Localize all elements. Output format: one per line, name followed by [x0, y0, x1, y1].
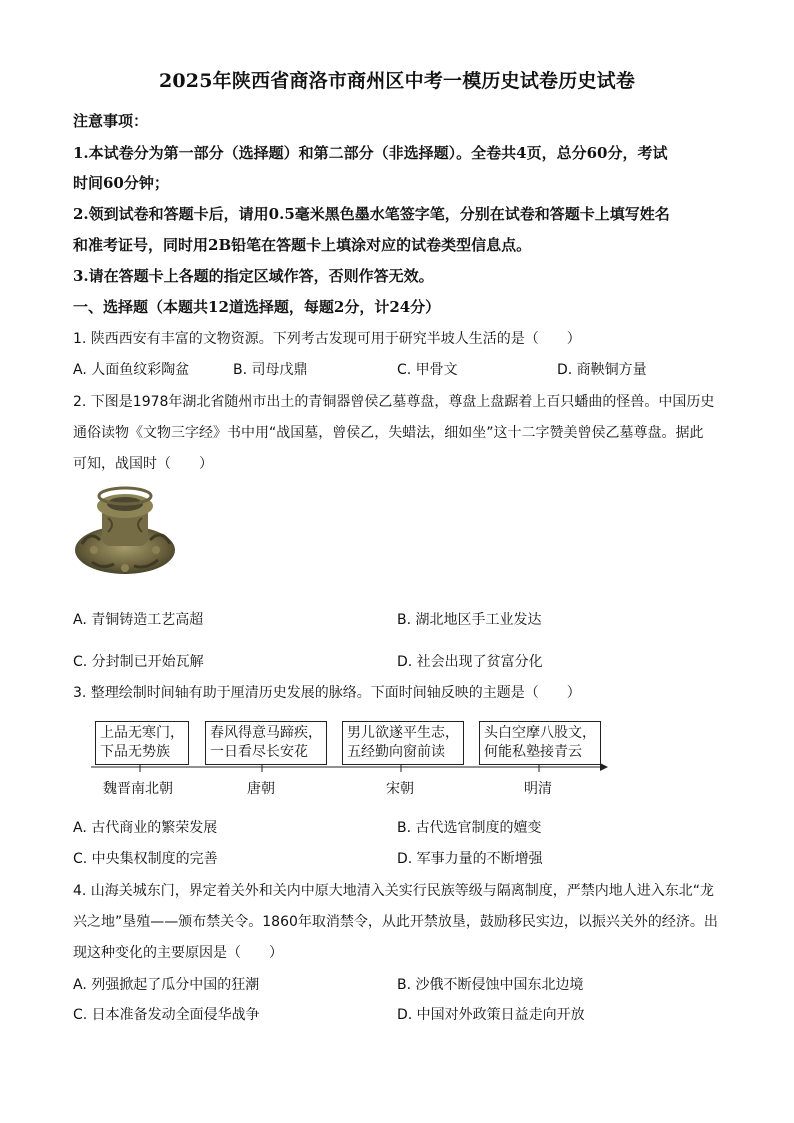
question-2-line: 可知，战国时（ ）	[73, 456, 213, 472]
q3-option-c[interactable]: C. 中央集权制度的完善	[73, 851, 218, 867]
timeline-quote-line: 一日看尽长安花	[210, 744, 308, 760]
notice-line: 2.领到试卷和答题卡后，请用0.5毫米黑色墨水笔签字笔，分别在试卷和答题卡上填写姓名	[73, 205, 670, 223]
q4-option-a[interactable]: A. 列强掀起了瓜分中国的狂潮	[73, 977, 260, 993]
timeline-quote-line: 下品无势族	[100, 744, 170, 760]
q3-option-d[interactable]: D. 军事力量的不断增强	[397, 851, 543, 867]
question-4-line: 现这种变化的主要原因是（ ）	[73, 945, 283, 961]
q2-option-b[interactable]: B. 湖北地区手工业发达	[397, 612, 542, 628]
section-heading: 一、选择题（本题共12道选择题，每题2分，计24分）	[73, 298, 441, 316]
bronze-zunpan-image	[72, 484, 178, 582]
timeline-quote-line: 五经勤向窗前读	[347, 744, 445, 760]
timeline-quote-line: 何能私塾接青云	[484, 744, 582, 760]
q2-option-c[interactable]: C. 分封制已开始瓦解	[73, 654, 204, 670]
timeline-quote-box	[479, 721, 601, 765]
timeline-period-label: 魏晋南北朝	[103, 781, 173, 797]
timeline-period-label: 唐朝	[247, 781, 275, 797]
question-4-line: 兴之地”垦殖——颁布禁关令。1860年取消禁令，从此开禁放垦，鼓励移民实边，以振兴关外的经济。出	[73, 914, 718, 930]
timeline	[73, 716, 613, 802]
question-1-stem: 1. 陕西西安有丰富的文物资源。下列考古发现可用于研究半坡人生活的是（ ）	[73, 331, 581, 347]
notice-heading: 注意事项：	[73, 112, 149, 130]
q1-option-a[interactable]: A. 人面鱼纹彩陶盆	[73, 362, 190, 378]
notice-line: 和准考证号，同时用2B铅笔在答题卡上填涂对应的试卷类型信息点。	[73, 236, 532, 254]
q2-option-a[interactable]: A. 青铜铸造工艺高超	[73, 612, 204, 628]
timeline-quote-line: 头白空摩八股文，	[484, 725, 596, 741]
q1-option-c[interactable]: C. 甲骨文	[397, 362, 458, 378]
q2-option-d[interactable]: D. 社会出现了贫富分化	[397, 654, 543, 670]
q1-option-d[interactable]: D. 商鞅铜方量	[557, 362, 647, 378]
q4-option-c[interactable]: C. 日本准备发动全面侵华战争	[73, 1007, 260, 1023]
question-4-line: 4. 山海关城东门，界定着关外和关内中原大地清入关实行民族等级与隔离制度，严禁内地人进入东北“龙	[73, 883, 715, 899]
notice-line: 3.请在答题卡上各题的指定区域作答，否则作答无效。	[73, 267, 434, 285]
timeline-quote-box	[342, 721, 464, 765]
q3-option-b[interactable]: B. 古代选官制度的嬗变	[397, 820, 542, 836]
notice-line: 1.本试卷分为第一部分（选择题）和第二部分（非选择题）。全卷共4页，总分60分，考试	[73, 144, 668, 162]
notice-line: 时间60分钟；	[73, 174, 169, 192]
timeline-quote-line: 男儿欲遂平生志，	[347, 725, 459, 741]
question-2-line: 通俗读物《文物三字经》书中用“战国墓，曾侯乙，失蜡法，细如坐”这十二字赞美曾侯乙墓尊盘。据此	[73, 425, 704, 441]
timeline-quote-line: 春风得意马蹄疾，	[210, 725, 322, 741]
exam-title: 2025年陕西省商洛市商州区中考一模历史试卷历史试卷	[158, 70, 636, 92]
question-3-stem: 3. 整理绘制时间轴有助于厘清历史发展的脉络。下面时间轴反映的主题是（ ）	[73, 685, 581, 701]
timeline-quote-box	[205, 721, 327, 765]
timeline-period-label: 宋朝	[386, 781, 414, 797]
timeline-quote-line: 上品无寒门，	[100, 725, 184, 741]
timeline-period-label: 明清	[524, 781, 552, 797]
timeline-quote-box	[95, 721, 189, 765]
q3-option-a[interactable]: A. 古代商业的繁荣发展	[73, 820, 218, 836]
q1-option-b[interactable]: B. 司母戊鼎	[233, 362, 308, 378]
question-2-line: 2. 下图是1978年湖北省随州市出土的青铜器曾侯乙墓尊盘，尊盘上盘踞着上百只蟠曲的怪兽。中国历史	[73, 394, 715, 410]
q4-option-b[interactable]: B. 沙俄不断侵蚀中国东北边境	[397, 977, 584, 993]
q4-option-d[interactable]: D. 中国对外政策日益走向开放	[397, 1007, 585, 1023]
